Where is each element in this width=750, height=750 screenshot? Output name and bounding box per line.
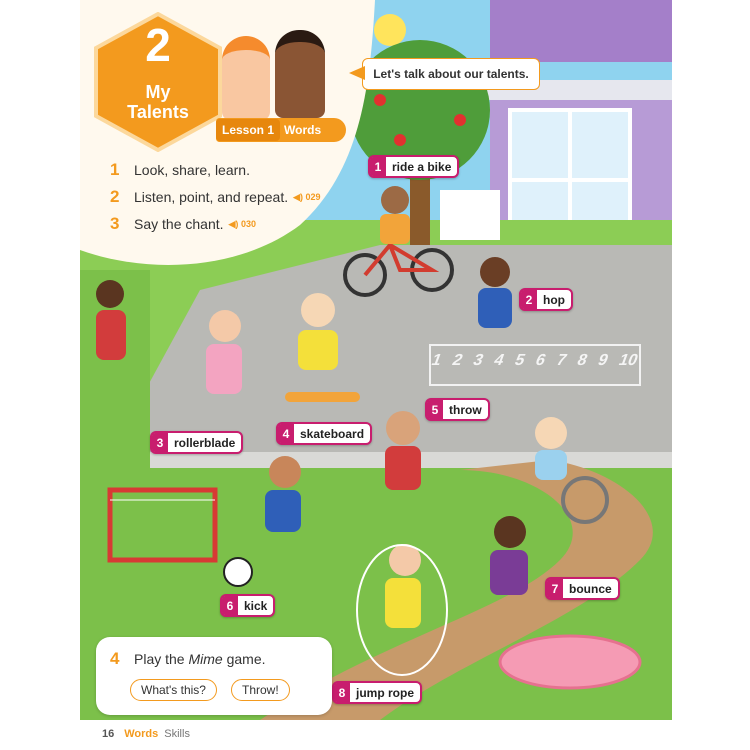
hopscotch-number: 1 [429, 352, 445, 369]
hopscotch-number: 9 [595, 352, 611, 369]
vocab-label-kick[interactable] [220, 594, 275, 617]
instruction-number: 2 [110, 187, 120, 206]
hopscotch-number: 3 [470, 352, 486, 369]
dialogue-answer-bubble: Throw! [231, 679, 290, 701]
page-footer [102, 728, 190, 740]
footer-section-skills: Skills [164, 728, 190, 740]
vocab-number: 6 [222, 596, 238, 615]
instruction-text: Say the chant. [134, 216, 224, 232]
hopscotch-number: 6 [533, 352, 549, 369]
activity-dialogue [130, 679, 290, 701]
vocab-word: kick [244, 598, 268, 613]
fence [440, 190, 500, 240]
vocab-label-ride-a-bike[interactable] [368, 155, 459, 178]
vocab-label-throw[interactable] [425, 398, 490, 421]
vocab-label-skateboard[interactable] [276, 422, 372, 445]
speaker-icon: ◀) [293, 191, 304, 202]
activity-game-name: Mime [188, 651, 223, 667]
speech-bubble-tail [349, 66, 365, 82]
vocab-number: 7 [547, 579, 563, 598]
vocab-number: 1 [370, 157, 386, 176]
hopscotch-number: 2 [449, 352, 465, 369]
page-number: 16 [102, 728, 115, 740]
hopscotch-number: 5 [512, 352, 528, 369]
vocab-word: ride a bike [392, 159, 452, 174]
instruction-text: Look, share, learn. [134, 162, 250, 178]
trampoline [500, 636, 640, 688]
vocab-label-rollerblade[interactable] [150, 431, 243, 454]
unit-title [92, 82, 224, 122]
vocab-number: 5 [427, 400, 443, 419]
vocab-word: bounce [569, 581, 612, 596]
house-roof [490, 0, 672, 62]
kid-bouncing [490, 516, 528, 595]
vocab-word: throw [449, 402, 482, 417]
activity-suffix: game. [222, 651, 266, 667]
instruction-3 [110, 214, 256, 234]
kid-hopping [478, 257, 512, 328]
vocab-label-hop[interactable] [519, 288, 573, 311]
activity-instruction [110, 649, 266, 669]
vocab-word: skateboard [300, 426, 365, 441]
speaker-icon: ◀) [228, 218, 239, 229]
activity-number: 4 [110, 649, 120, 668]
activity-prefix: Play the [134, 651, 189, 667]
vocab-number: 3 [152, 433, 168, 452]
audio-track-number: 030 [240, 218, 256, 229]
vocab-number: 4 [278, 424, 294, 443]
instruction-number: 3 [110, 214, 120, 233]
vocab-number: 8 [334, 683, 350, 702]
footer-section-words: Words [124, 728, 159, 740]
hopscotch-number: 8 [574, 352, 590, 369]
activity-box [96, 637, 332, 715]
hopscotch-number: 7 [553, 352, 569, 369]
instruction-1 [110, 160, 250, 180]
vocab-label-jump-rope[interactable] [332, 681, 422, 704]
unit-title-text: My Talents [127, 82, 189, 122]
character-boy-portrait [275, 30, 325, 118]
dialogue-prompt-bubble: What's this? [130, 679, 217, 701]
lesson-ribbon [216, 118, 346, 142]
vocab-number: 2 [521, 290, 537, 309]
audio-track-button[interactable] [229, 219, 256, 230]
hopscotch-numbers [429, 352, 641, 370]
vocab-word: rollerblade [174, 435, 236, 450]
instruction-text: Listen, point, and repeat. [134, 189, 289, 205]
kid-kicker [265, 456, 301, 532]
kid-rider [380, 186, 410, 244]
character-girl-portrait [222, 36, 270, 120]
vocab-word: hop [543, 292, 565, 307]
vocab-word: jump rope [356, 685, 415, 700]
sun [374, 14, 406, 46]
kid-thrower [385, 411, 421, 490]
speech-bubble-text: Let's talk about our talents. [373, 67, 529, 81]
instruction-2 [110, 187, 321, 207]
vocab-label-bounce[interactable] [545, 577, 620, 600]
hopscotch-number: 10 [616, 352, 641, 369]
kid-singer [96, 280, 126, 360]
audio-track-number: 029 [305, 191, 321, 202]
lesson-label: Lesson 1 [216, 119, 280, 141]
hopscotch-number: 4 [491, 352, 507, 369]
audio-track-button[interactable] [293, 192, 320, 203]
soccer-ball [224, 558, 252, 586]
instruction-number: 1 [110, 160, 120, 179]
speech-bubble [362, 58, 540, 90]
unit-number: 2 [145, 19, 171, 71]
lesson-topic: Words [284, 123, 322, 137]
kid-rollerblader [206, 310, 242, 394]
